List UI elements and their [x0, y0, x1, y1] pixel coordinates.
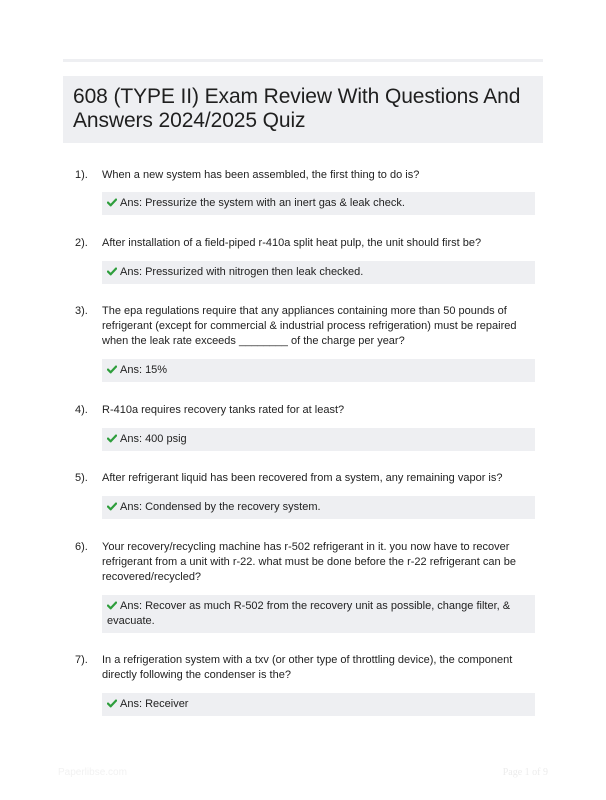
question-number: 5).	[75, 472, 88, 484]
question-text: The epa regulations require that any appliances containing more than 50 pounds of refrigerant (except for commercial & industrial process refrigeration) must be repaired when the leak rate exceeds ________ of the charge per year?	[102, 305, 517, 347]
question-number: 3).	[75, 305, 88, 317]
check-icon	[107, 365, 117, 374]
check-icon	[107, 502, 117, 511]
question-text: After refrigerant liquid has been recovered from a system, any remaining vapor is?	[102, 472, 503, 484]
question-text: When a new system has been assembled, the first thing to do is?	[102, 169, 420, 181]
question-number: 1).	[75, 169, 88, 181]
answer-text: Ans: Pressurize the system with an inert gas & leak check.	[120, 197, 405, 209]
check-icon	[107, 601, 117, 610]
check-icon	[107, 267, 117, 276]
answer-text: Ans: 400 psig	[120, 433, 187, 445]
question-number: 7).	[75, 654, 88, 666]
page-title: 608 (TYPE II) Exam Review With Questions And Answers 2024/2025 Quiz	[73, 85, 521, 132]
answer-box	[102, 595, 535, 633]
answer-text: Ans: 15%	[120, 364, 168, 376]
answer-box	[102, 261, 535, 284]
question-number: 4).	[75, 404, 88, 416]
top-divider	[63, 59, 543, 62]
answer-box	[102, 496, 535, 519]
question-text: After installation of a field-piped r-410a split heat pulp, the unit should first be?	[102, 237, 482, 249]
question-text: R-410a requires recovery tanks rated for at least?	[102, 404, 345, 416]
question-number: 2).	[75, 237, 88, 249]
answer-text: Ans: Recover as much R-502 from the recovery unit as possible, change filter, & evacuate.	[107, 600, 511, 627]
footer-watermark: Paperlibse.com	[58, 767, 127, 778]
question-text: In a refrigeration system with a txv (or other type of throttling device), the component directly following the condenser is the?	[102, 654, 513, 681]
check-icon	[107, 198, 117, 207]
answer-box	[102, 192, 535, 215]
answer-text: Ans: Receiver	[120, 698, 189, 710]
answer-box	[102, 359, 535, 382]
check-icon	[107, 434, 117, 443]
answer-box	[102, 428, 535, 451]
question-text: Your recovery/recycling machine has r-502 refrigerant in it. you now have to recover refrigerant from a unit with r-22. what must be done before the r-22 refrigerant can be recovered/recycled?	[102, 541, 516, 583]
question-number: 6).	[75, 541, 88, 553]
answer-text: Ans: Condensed by the recovery system.	[120, 501, 321, 513]
title-banner	[63, 76, 543, 143]
check-icon	[107, 699, 117, 708]
answer-box	[102, 693, 535, 716]
answer-text: Ans: Pressurized with nitrogen then leak checked.	[120, 266, 364, 278]
page-number: Page 1 of 9	[502, 767, 548, 778]
